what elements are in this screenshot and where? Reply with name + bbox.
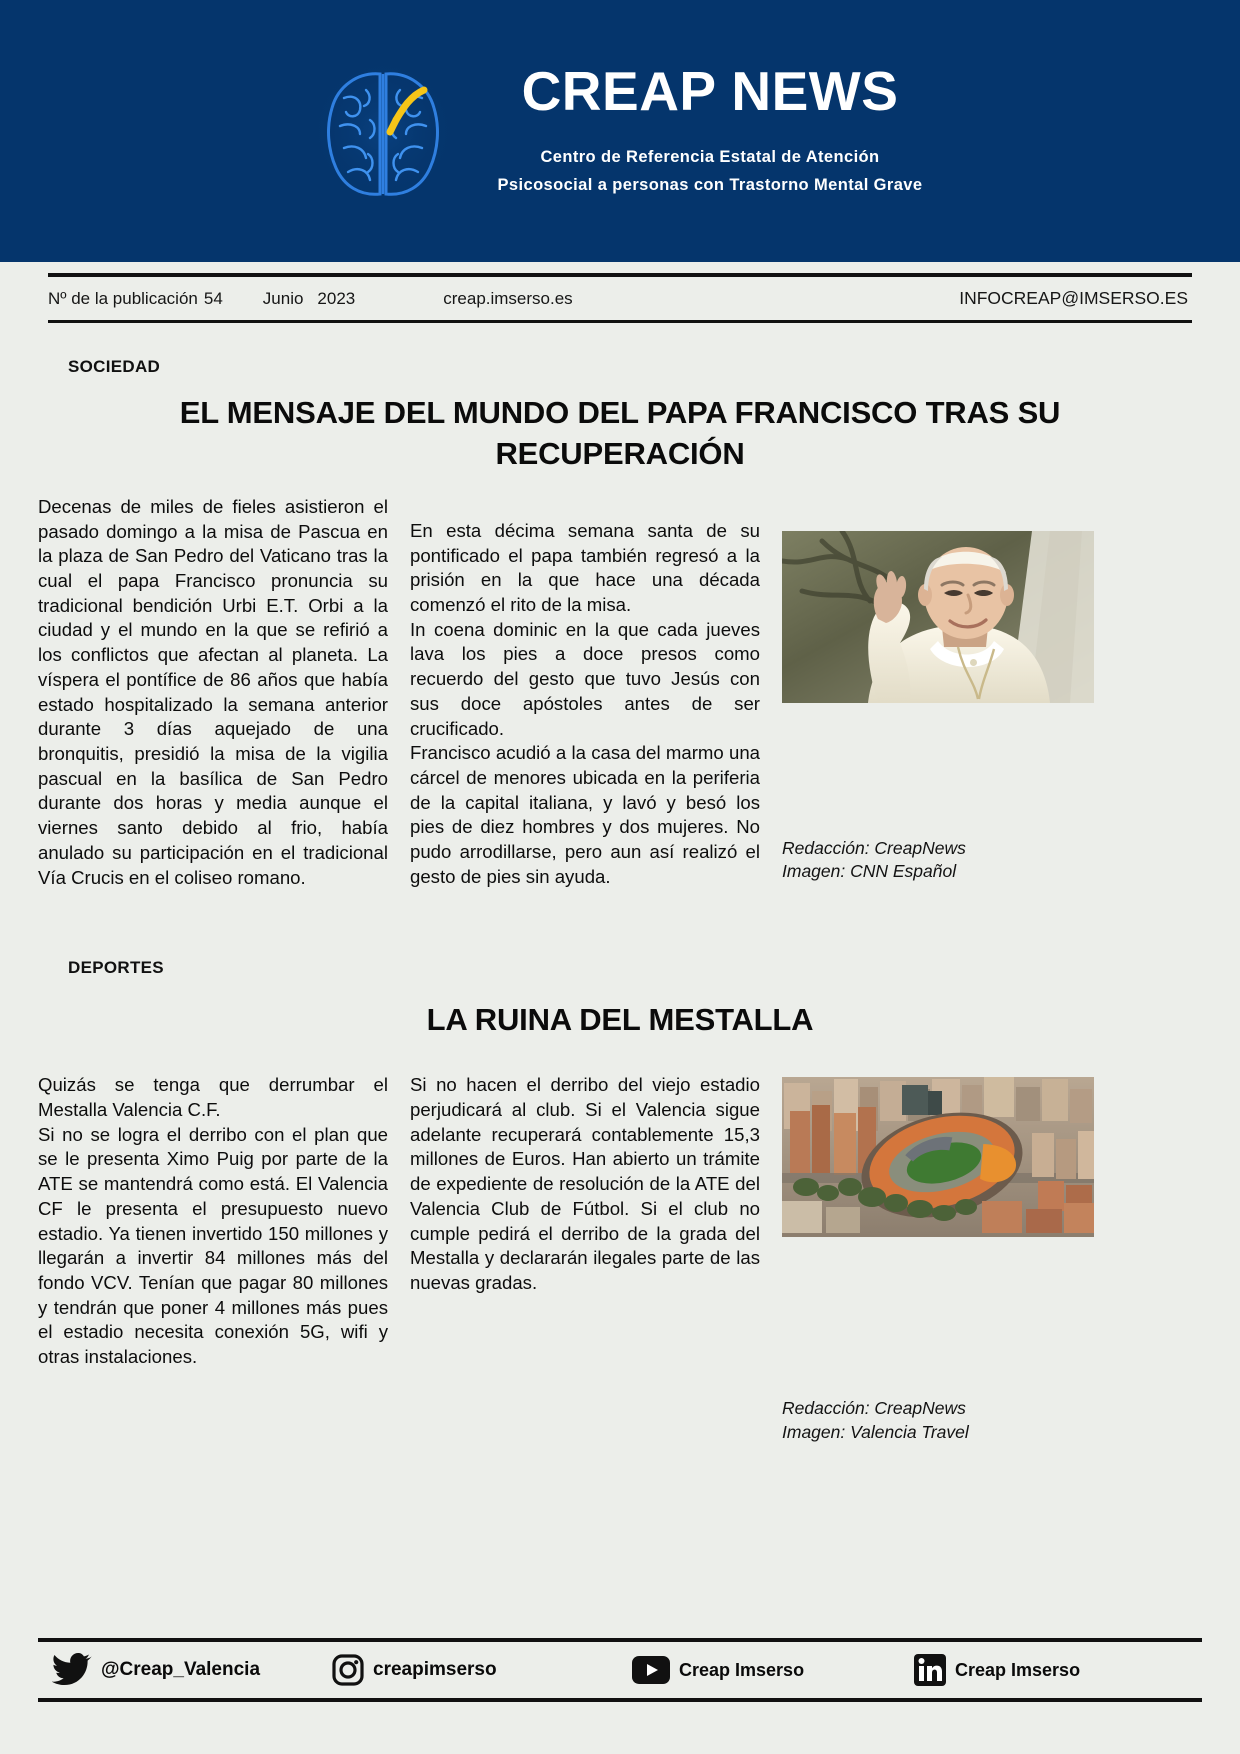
infobar-wrapper bbox=[0, 273, 1240, 323]
publication-year: 2023 bbox=[317, 288, 356, 308]
article-deportes bbox=[38, 958, 1202, 1444]
brand-subtitle-line1: Centro de Referencia Estatal de Atención bbox=[540, 147, 880, 166]
article-2-image bbox=[782, 1077, 1094, 1237]
publication-number: 54 bbox=[203, 288, 223, 308]
article-1-kicker: SOCIEDAD bbox=[68, 357, 161, 376]
article-2-column-2 bbox=[410, 1073, 760, 1444]
article-2-column-1 bbox=[38, 1073, 388, 1444]
linkedin-icon bbox=[914, 1654, 946, 1686]
publication-month: Junio bbox=[262, 288, 304, 308]
website-link[interactable]: creap.imserso.es bbox=[443, 288, 573, 308]
brand-subtitle-line2: Psicosocial a personas con Trastorno Mental Grave bbox=[497, 175, 923, 194]
article-1-credit-line1: Redacción: CreapNews bbox=[782, 837, 966, 858]
article-2-kicker: DEPORTES bbox=[68, 958, 164, 978]
article-1-col2-paragraph-2: In coena dominic en la que cada jueves lava los pies a doce presos como recuerdo del gesto que tuvo Jesús con sus doce apóstoles antes de ser crucificado. bbox=[410, 618, 760, 739]
footer bbox=[38, 1638, 1202, 1702]
article-2-headline: LA RUINA DEL MESTALLA bbox=[426, 1002, 814, 1038]
infobar bbox=[48, 273, 1192, 323]
youtube-icon bbox=[632, 1656, 670, 1684]
article-1-credit bbox=[782, 837, 1202, 884]
email-link[interactable]: INFOCREAP@IMSERSO.ES bbox=[959, 288, 1188, 308]
article-sociedad bbox=[38, 357, 1202, 890]
article-1-col1-paragraph: Decenas de miles de fieles asistieron el pasado domingo a la misa de Pascua en la plaza de San Pedro del Vaticano tras la cual el papa Francisco pronuncia su tradicional bendición Urbi E.T. Orbi a la ciudad y el mundo en la que se refirió a los conflictos que afectan al planeta. La víspera el pontífice de 86 años que había estado hospitalizado la semana anterior durante 3 días aquejado de una bronquitis, presidió la misa de la vigilia pascual en la basílica de San Pedro durante dos horas y media aunque el viernes santo debido al frio, había anulado su participación en el tradicional Vía Crucis en el coliseo romano. bbox=[38, 495, 388, 888]
linkedin-handle: Creap Imserso bbox=[955, 1659, 1081, 1680]
article-1-col2-paragraph-3: Francisco acudió a la casa del marmo una cárcel de menores ubicada en la periferia de la capital italiana, y lavó y besó los pies de diez hombres y dos mujeres. No pudo arrodillarse, pero aun así realizó el gesto de pies sin ayuda. bbox=[410, 742, 760, 887]
article-1-credit-line2: Imagen: CNN Español bbox=[782, 861, 957, 882]
article-2-grid bbox=[38, 1073, 1202, 1444]
article-1-image bbox=[782, 531, 1094, 703]
article-1-col2-paragraph-1: En esta décima semana santa de su pontificado el papa también regresó a la prisión en la que hace una década comenzó el rito de la misa. bbox=[410, 519, 760, 615]
social-instagram[interactable] bbox=[318, 1654, 618, 1686]
brand-title: CREAP NEWS bbox=[521, 60, 899, 123]
page-body bbox=[0, 357, 1240, 1444]
article-2-col1-paragraph-2: Si no se logra el derribo con el plan que se le presenta Ximo Puig por parte de la ATE se mantendrá como está. El Valencia CF le presenta el presupuesto nuevo estadio. Ya tienen invertido 150 millones y llegarán a invertir 84 millones más del fondo VCV. Tenían que pagar 80 millones y tendrán que poner 4 millones más pues el estadio necesita conexión 5G, wifi y otras instalaciones. bbox=[38, 1123, 388, 1368]
publication-label: Nº de la publicación bbox=[48, 288, 198, 308]
instagram-handle: creapimserso bbox=[373, 1659, 497, 1680]
article-2-media-column bbox=[782, 1073, 1202, 1444]
brand-text-block bbox=[497, 60, 943, 199]
article-2-col1-paragraph-1: Quizás se tenga que derrumbar el Mestalla Valencia C.F. bbox=[38, 1074, 388, 1120]
publication-info bbox=[48, 289, 355, 309]
article-1-column-1 bbox=[38, 495, 388, 891]
article-1-headline: EL MENSAJE DEL MUNDO DEL PAPA FRANCISCO TRAS SU RECUPERACIÓN bbox=[179, 395, 1061, 471]
brain-logo-icon bbox=[298, 46, 468, 216]
article-1-grid bbox=[38, 495, 1202, 891]
masthead bbox=[0, 0, 1240, 262]
instagram-icon bbox=[332, 1654, 364, 1686]
article-2-col2-paragraph: Si no hacen el derribo del viejo estadio perjudicará al club. Si el Valencia sigue adelante recuperará contablemente 15,3 millones de Euros. Han abierto un trámite de expediente de resolución de la ATE del Valencia Club de Fútbol. Si el club no cumple pedirá el derribo de la grada del Mestalla y declararán ilegales parte de las nuevas gradas. bbox=[410, 1074, 760, 1293]
article-2-credit bbox=[782, 1397, 1202, 1444]
article-1-media-column bbox=[782, 495, 1202, 891]
article-2-credit-line1: Redacción: CreapNews bbox=[782, 1398, 966, 1419]
article-2-credit-line2: Imagen: Valencia Travel bbox=[782, 1421, 969, 1442]
article-1-column-2 bbox=[410, 495, 760, 891]
social-twitter[interactable] bbox=[38, 1653, 318, 1687]
twitter-handle: @Creap_Valencia bbox=[101, 1659, 261, 1680]
brand-subtitle bbox=[498, 143, 923, 199]
social-youtube[interactable] bbox=[618, 1656, 900, 1684]
youtube-handle: Creap Imserso bbox=[679, 1659, 805, 1680]
twitter-icon bbox=[52, 1653, 92, 1687]
social-linkedin[interactable] bbox=[900, 1654, 1202, 1686]
footer-wrapper bbox=[38, 1638, 1202, 1702]
